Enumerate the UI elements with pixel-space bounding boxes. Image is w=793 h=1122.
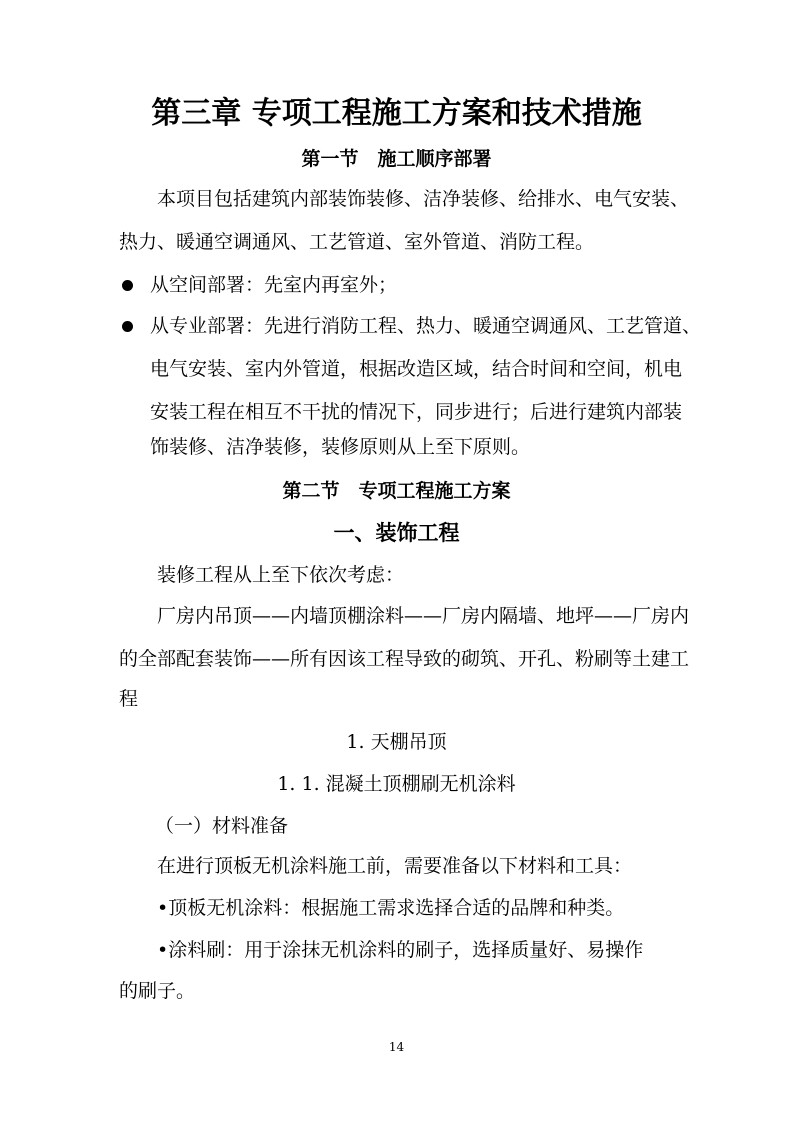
bullet-2-line-1: 从专业部署：先进行消防工程、热力、暖通空调通风、工艺管道、	[150, 315, 702, 337]
section-1-intro-line-1: 本项目包括建筑内部装饰装修、洁净装修、给排水、电气安装、	[157, 188, 690, 210]
section-1-intro-line-2: 热力、暖通空调通风、工艺管道、室外管道、消防工程。	[119, 231, 595, 253]
order-line-2: 的全部配套装饰——所有因该工程导致的砌筑、开孔、粉刷等土建工	[119, 648, 690, 670]
page-number: 14	[388, 1040, 405, 1054]
prep-intro: 在进行顶板无机涂料施工前，需要准备以下材料和工具：	[157, 855, 633, 877]
order-line-3: 程	[119, 688, 139, 710]
bullet-1-text: 从空间部署：先室内再室外；	[150, 274, 398, 296]
bullet-2-line-3: 安装工程在相互不干扰的情况下，同步进行；后进行建筑内部装	[150, 401, 683, 423]
bullet-2-line-4: 饰装修、洁净装修，装修原则从上至下原则。	[150, 436, 531, 458]
bullet-icon	[122, 321, 133, 332]
material-line-2: •涂料刷：用于涂抹无机涂料的刷子，选择质量好、易操作	[157, 939, 644, 961]
bullet-2-line-2: 电气安装、室内外管道，根据改造区域，结合时间和空间，机电	[150, 358, 683, 380]
section-2-title: 第二节 专项工程施工方案	[282, 480, 511, 502]
chapter-title: 第三章 专项工程施工方案和技术措施	[151, 96, 642, 131]
material-line-1: •顶板无机涂料：根据施工需求选择合适的品牌和种类。	[157, 897, 625, 919]
order-intro: 装修工程从上至下依次考虑：	[157, 564, 405, 586]
bullet-icon	[122, 280, 133, 291]
item-title: 1. 天棚吊顶	[346, 731, 447, 753]
section-1-title: 第一节 施工顺序部署	[301, 148, 492, 170]
order-line-1: 厂房内吊顶——内墙顶棚涂料——厂房内隔墙、地坪——厂房内	[157, 605, 690, 627]
section-2-subtitle: 一、装饰工程	[333, 520, 460, 545]
subitem-title: 1. 1. 混凝土顶棚刷无机涂料	[277, 773, 516, 795]
material-line-3: 的刷子。	[119, 980, 196, 1002]
part-title: （一）材料准备	[155, 815, 289, 837]
